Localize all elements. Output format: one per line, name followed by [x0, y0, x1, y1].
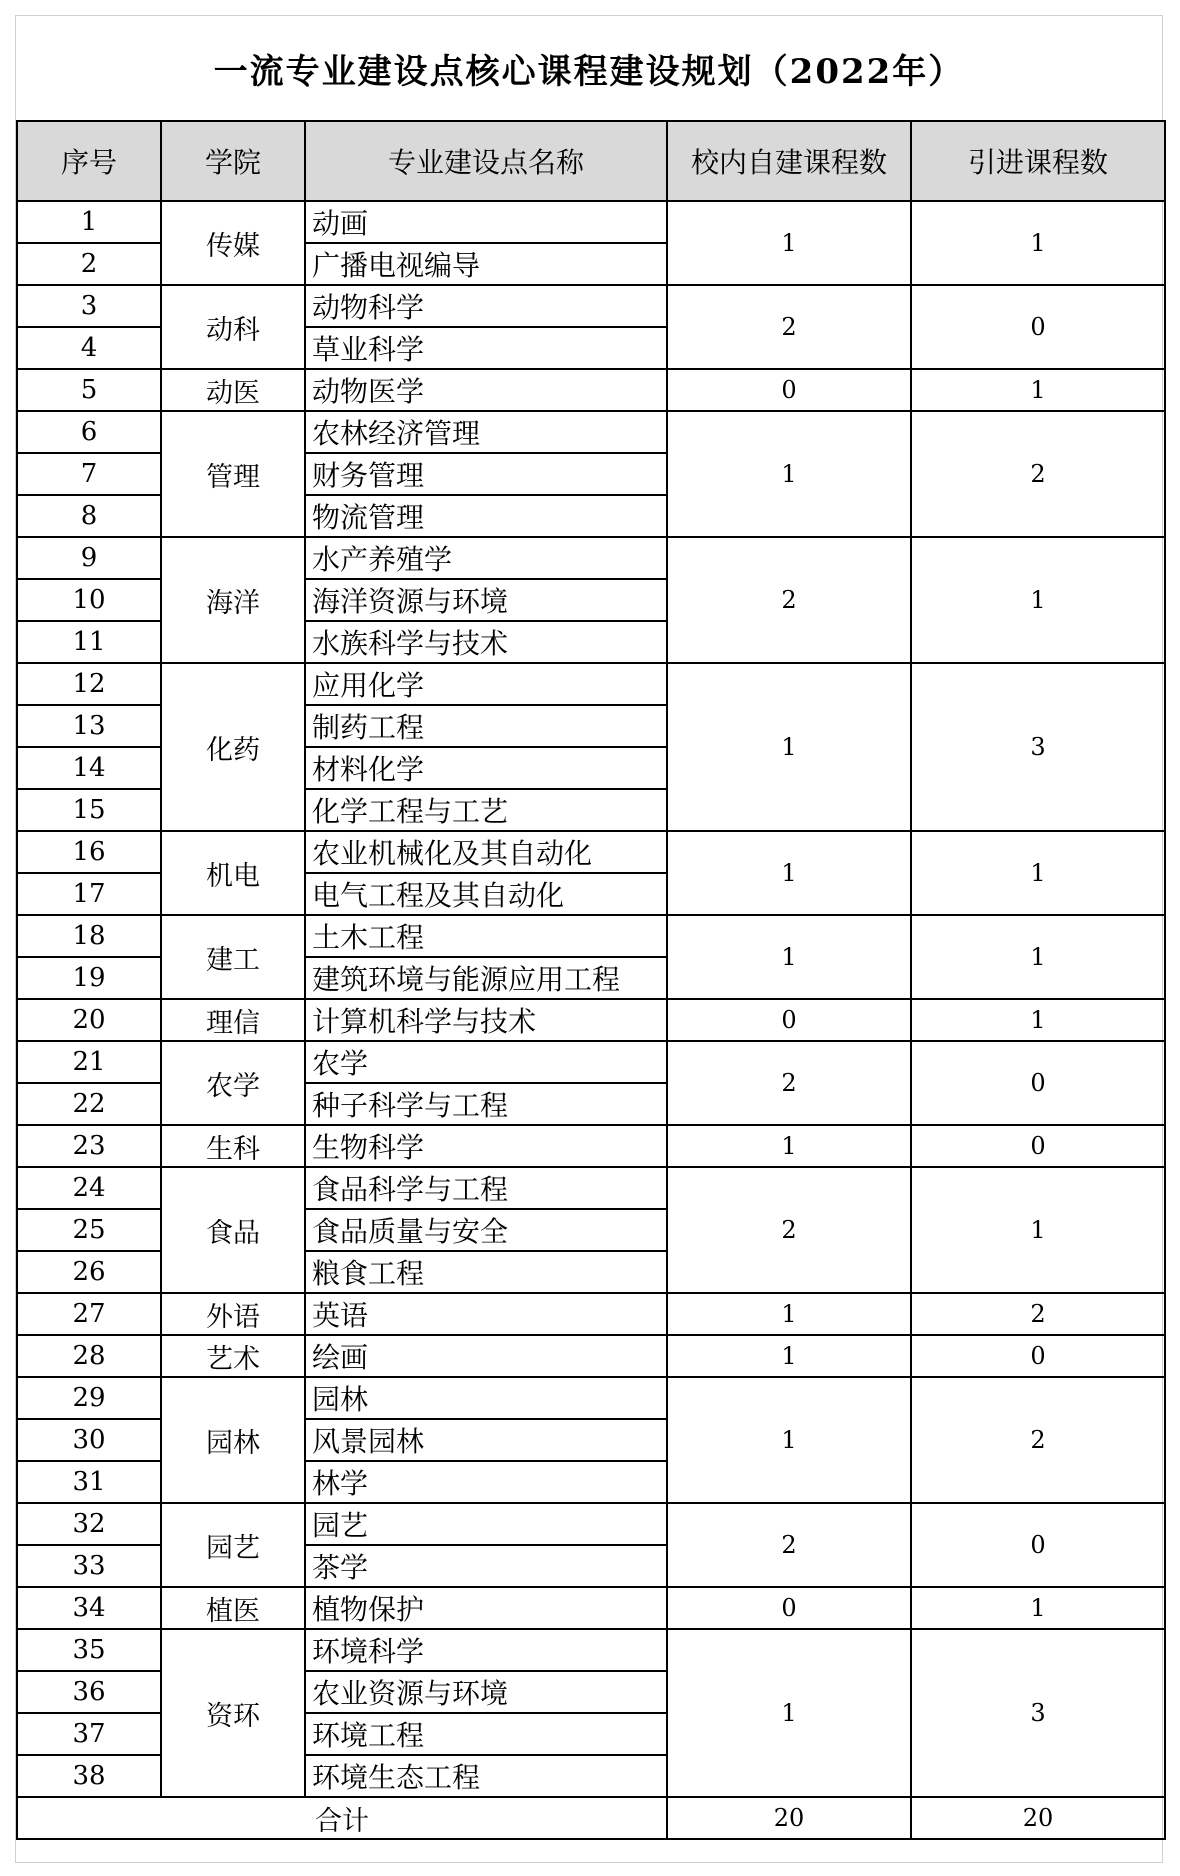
- imported-count-cell: 1: [911, 999, 1165, 1041]
- table-row: [17, 1167, 1165, 1209]
- imported-count-cell: 2: [911, 411, 1165, 537]
- table-row: [17, 537, 1165, 579]
- internal-count-cell: 1: [667, 1629, 911, 1797]
- row-seq: 36: [17, 1671, 161, 1713]
- major-cell: 海洋资源与环境: [305, 579, 667, 621]
- row-seq: 34: [17, 1587, 161, 1629]
- major-cell: 环境生态工程: [305, 1755, 667, 1797]
- internal-count-cell: 1: [667, 411, 911, 537]
- internal-count-cell: 2: [667, 1167, 911, 1293]
- major-cell: 种子科学与工程: [305, 1083, 667, 1125]
- major-cell: 农学: [305, 1041, 667, 1083]
- row-seq: 21: [17, 1041, 161, 1083]
- college-cell: 管理: [161, 411, 305, 537]
- imported-count-cell: 2: [911, 1293, 1165, 1335]
- row-seq: 33: [17, 1545, 161, 1587]
- table-row: [17, 1503, 1165, 1545]
- major-cell: 林学: [305, 1461, 667, 1503]
- college-cell: 食品: [161, 1167, 305, 1293]
- document-title: 一流专业建设点核心课程建设规划（2022年）: [213, 51, 965, 92]
- row-seq: 16: [17, 831, 161, 873]
- table-row: [17, 1377, 1165, 1419]
- table-row: [17, 1041, 1165, 1083]
- row-seq: 9: [17, 537, 161, 579]
- row-seq: 20: [17, 999, 161, 1041]
- imported-count-cell: 1: [911, 537, 1165, 663]
- internal-count-cell: 2: [667, 285, 911, 369]
- row-seq: 29: [17, 1377, 161, 1419]
- row-seq: 11: [17, 621, 161, 663]
- major-cell: 制药工程: [305, 705, 667, 747]
- major-cell: 粮食工程: [305, 1251, 667, 1293]
- imported-count-cell: 1: [911, 831, 1165, 915]
- course-plan-table: [16, 120, 1166, 1840]
- major-cell: 农业机械化及其自动化: [305, 831, 667, 873]
- college-cell: 艺术: [161, 1335, 305, 1377]
- row-seq: 5: [17, 369, 161, 411]
- major-cell: 材料化学: [305, 747, 667, 789]
- major-cell: 园林: [305, 1377, 667, 1419]
- row-seq: 1: [17, 201, 161, 243]
- major-cell: 绘画: [305, 1335, 667, 1377]
- imported-count-cell: 0: [911, 1125, 1165, 1167]
- table-row: [17, 1293, 1165, 1335]
- imported-count-cell: 1: [911, 1587, 1165, 1629]
- internal-count-cell: 1: [667, 831, 911, 915]
- major-cell: 动画: [305, 201, 667, 243]
- internal-count-cell: 0: [667, 369, 911, 411]
- college-cell: 建工: [161, 915, 305, 999]
- table-row: [17, 1587, 1165, 1629]
- row-seq: 23: [17, 1125, 161, 1167]
- row-seq: 4: [17, 327, 161, 369]
- table-row: [17, 663, 1165, 705]
- internal-count-cell: 2: [667, 1041, 911, 1125]
- total-row: [17, 1797, 1165, 1839]
- imported-count-cell: 1: [911, 369, 1165, 411]
- row-seq: 18: [17, 915, 161, 957]
- imported-count-cell: 3: [911, 1629, 1165, 1797]
- header-college: 学院: [161, 121, 305, 201]
- imported-count-cell: 0: [911, 1503, 1165, 1587]
- table-body: [17, 201, 1165, 1797]
- table-row: [17, 999, 1165, 1041]
- row-seq: 15: [17, 789, 161, 831]
- row-seq: 26: [17, 1251, 161, 1293]
- imported-count-cell: 0: [911, 1335, 1165, 1377]
- major-cell: 植物保护: [305, 1587, 667, 1629]
- major-cell: 广播电视编导: [305, 243, 667, 285]
- major-cell: 食品科学与工程: [305, 1167, 667, 1209]
- internal-count-cell: 0: [667, 999, 911, 1041]
- college-cell: 动科: [161, 285, 305, 369]
- row-seq: 12: [17, 663, 161, 705]
- row-seq: 10: [17, 579, 161, 621]
- major-cell: 物流管理: [305, 495, 667, 537]
- table-row: [17, 201, 1165, 243]
- college-cell: 外语: [161, 1293, 305, 1335]
- internal-count-cell: 1: [667, 663, 911, 831]
- row-seq: 27: [17, 1293, 161, 1335]
- total-internal: 20: [667, 1797, 911, 1839]
- college-cell: 生科: [161, 1125, 305, 1167]
- college-cell: 园林: [161, 1377, 305, 1503]
- table-row: [17, 411, 1165, 453]
- header-row: [17, 121, 1165, 201]
- row-seq: 3: [17, 285, 161, 327]
- college-cell: 资环: [161, 1629, 305, 1797]
- row-seq: 37: [17, 1713, 161, 1755]
- college-cell: 理信: [161, 999, 305, 1041]
- row-seq: 2: [17, 243, 161, 285]
- header-imported-courses: 引进课程数: [911, 121, 1165, 201]
- imported-count-cell: 1: [911, 201, 1165, 285]
- major-cell: 水族科学与技术: [305, 621, 667, 663]
- header-major: 专业建设点名称: [305, 121, 667, 201]
- row-seq: 25: [17, 1209, 161, 1251]
- major-cell: 风景园林: [305, 1419, 667, 1461]
- imported-count-cell: 3: [911, 663, 1165, 831]
- header-seq: 序号: [17, 121, 161, 201]
- major-cell: 财务管理: [305, 453, 667, 495]
- table-row: [17, 1125, 1165, 1167]
- row-seq: 14: [17, 747, 161, 789]
- major-cell: 英语: [305, 1293, 667, 1335]
- table-row: [17, 831, 1165, 873]
- internal-count-cell: 1: [667, 201, 911, 285]
- major-cell: 建筑环境与能源应用工程: [305, 957, 667, 999]
- major-cell: 生物科学: [305, 1125, 667, 1167]
- imported-count-cell: 1: [911, 1167, 1165, 1293]
- internal-count-cell: 0: [667, 1587, 911, 1629]
- document-page: [15, 15, 1163, 1863]
- table-row: [17, 285, 1165, 327]
- major-cell: 动物科学: [305, 285, 667, 327]
- major-cell: 计算机科学与技术: [305, 999, 667, 1041]
- major-cell: 环境工程: [305, 1713, 667, 1755]
- internal-count-cell: 1: [667, 915, 911, 999]
- imported-count-cell: 0: [911, 1041, 1165, 1125]
- internal-count-cell: 1: [667, 1293, 911, 1335]
- major-cell: 农林经济管理: [305, 411, 667, 453]
- internal-count-cell: 2: [667, 537, 911, 663]
- imported-count-cell: 1: [911, 915, 1165, 999]
- major-cell: 水产养殖学: [305, 537, 667, 579]
- college-cell: 动医: [161, 369, 305, 411]
- major-cell: 动物医学: [305, 369, 667, 411]
- row-seq: 24: [17, 1167, 161, 1209]
- row-seq: 17: [17, 873, 161, 915]
- major-cell: 农业资源与环境: [305, 1671, 667, 1713]
- row-seq: 35: [17, 1629, 161, 1671]
- row-seq: 7: [17, 453, 161, 495]
- major-cell: 园艺: [305, 1503, 667, 1545]
- major-cell: 环境科学: [305, 1629, 667, 1671]
- internal-count-cell: 1: [667, 1335, 911, 1377]
- college-cell: 园艺: [161, 1503, 305, 1587]
- total-label: 合计: [17, 1797, 667, 1839]
- college-cell: 农学: [161, 1041, 305, 1125]
- major-cell: 食品质量与安全: [305, 1209, 667, 1251]
- internal-count-cell: 2: [667, 1503, 911, 1587]
- row-seq: 31: [17, 1461, 161, 1503]
- major-cell: 化学工程与工艺: [305, 789, 667, 831]
- row-seq: 8: [17, 495, 161, 537]
- college-cell: 化药: [161, 663, 305, 831]
- imported-count-cell: 0: [911, 285, 1165, 369]
- row-seq: 22: [17, 1083, 161, 1125]
- row-seq: 13: [17, 705, 161, 747]
- row-seq: 30: [17, 1419, 161, 1461]
- row-seq: 19: [17, 957, 161, 999]
- row-seq: 38: [17, 1755, 161, 1797]
- table-row: [17, 1629, 1165, 1671]
- total-imported: 20: [911, 1797, 1165, 1839]
- major-cell: 土木工程: [305, 915, 667, 957]
- table-row: [17, 1335, 1165, 1377]
- row-seq: 32: [17, 1503, 161, 1545]
- imported-count-cell: 2: [911, 1377, 1165, 1503]
- internal-count-cell: 1: [667, 1125, 911, 1167]
- table-row: [17, 369, 1165, 411]
- table-row: [17, 915, 1165, 957]
- college-cell: 传媒: [161, 201, 305, 285]
- college-cell: 机电: [161, 831, 305, 915]
- row-seq: 6: [17, 411, 161, 453]
- major-cell: 应用化学: [305, 663, 667, 705]
- college-cell: 海洋: [161, 537, 305, 663]
- header-internal-courses: 校内自建课程数: [667, 121, 911, 201]
- major-cell: 茶学: [305, 1545, 667, 1587]
- major-cell: 草业科学: [305, 327, 667, 369]
- row-seq: 28: [17, 1335, 161, 1377]
- internal-count-cell: 1: [667, 1377, 911, 1503]
- major-cell: 电气工程及其自动化: [305, 873, 667, 915]
- college-cell: 植医: [161, 1587, 305, 1629]
